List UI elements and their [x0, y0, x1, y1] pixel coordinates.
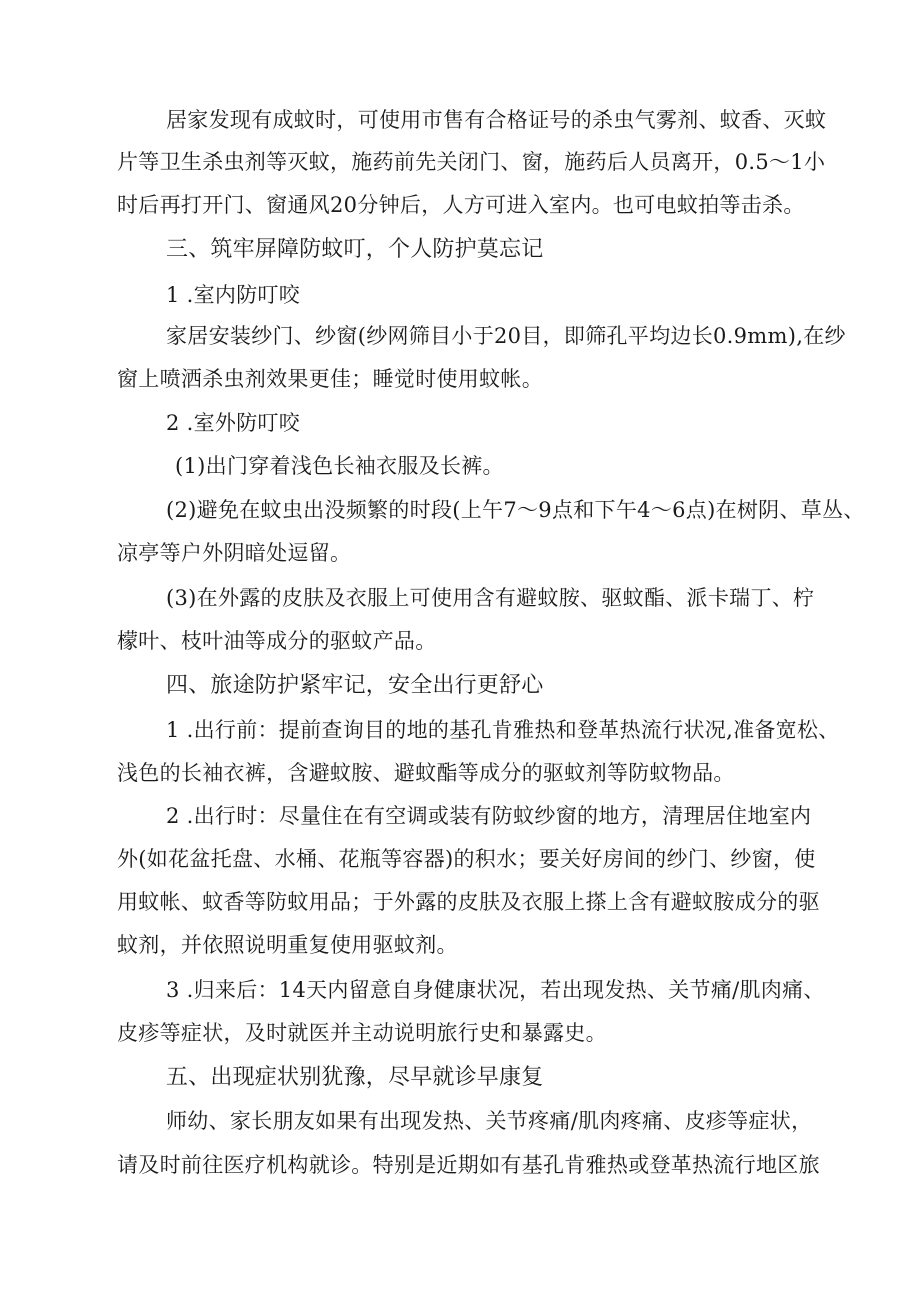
- paragraph-line: 居家发现有成蚊时，可使用市售有合格证号的杀虫气雾剂、蚊香、灭蚊: [166, 108, 827, 132]
- paragraph-line: 片等卫生杀虫剂等灭蚊，施药前先关闭门、窗，施药后人员离开，0.5～1小: [117, 150, 826, 174]
- paragraph-line: 用蚊帐、蚊香等防蚊用品；于外露的皮肤及衣服上搽上含有避蚊胺成分的驱: [117, 890, 820, 914]
- paragraph-line: 蚊剂，并依照说明重复使用驱蚊剂。: [117, 933, 458, 957]
- section-heading-5: 五、出现症状别犹豫，尽早就诊早康复: [166, 1065, 544, 1090]
- paragraph-line: 时后再打开门、窗通风20分钟后，人方可进入室内。也可电蚊拍等击杀。: [117, 193, 805, 217]
- section-heading-3: 三、筑牢屏障防蚊叮，个人防护莫忘记: [166, 237, 544, 262]
- paragraph-line: 2 .出行时：尽量住在有空调或装有防蚊纱窗的地方，清理居住地室内: [166, 804, 812, 828]
- paragraph-line: 窗上喷洒杀虫剂效果更佳；睡觉时使用蚊帐。: [117, 367, 543, 391]
- paragraph-line: 外(如花盆托盘、水桶、花瓶等容器)的积水；要关好房间的纱门、纱窗，使: [117, 847, 816, 871]
- paragraph-line: 1 .出行前：提前查询目的地的基孔肯雅热和登革热流行状况,准备宽松、: [166, 718, 840, 742]
- paragraph-line: 檬叶、枝叶油等成分的驱蚊产品。: [117, 629, 437, 653]
- paragraph-line: 皮疹等症状，及时就医并主动说明旅行史和暴露史。: [117, 1021, 607, 1045]
- list-item: (3)在外露的皮肤及衣服上可使用含有避蚊胺、驱蚊酯、派卡瑞丁、柠: [166, 586, 815, 610]
- paragraph-line: 师幼、家长朋友如果有出现发热、关节疼痛/肌肉疼痛、皮疹等症状，: [166, 1109, 813, 1133]
- list-item: (2)避免在蚊虫出没频繁的时段(上午7～9点和下午4～6点)在树阴、草丛、: [166, 498, 865, 522]
- paragraph-line: 3 .归来后：14天内留意自身健康状况，若出现发热、关节痛/肌肉痛、: [166, 978, 825, 1002]
- paragraph-line: 凉亭等户外阴暗处逗留。: [117, 541, 352, 565]
- subheading: 2 .室外防叮咬: [166, 411, 301, 435]
- list-item: (1)出门穿着浅色长袖衣服及长裤。: [175, 454, 504, 478]
- subheading: 1 .室内防叮咬: [166, 283, 301, 307]
- paragraph-line: 浅色的长袖衣裤，含避蚊胺、避蚊酯等成分的驱蚊剂等防蚊物品。: [117, 761, 735, 785]
- paragraph-line: 请及时前往医疗机构就诊。特别是近期如有基孔肯雅热或登革热流行地区旅: [117, 1153, 820, 1177]
- section-heading-4: 四、旅途防护紧牢记，安全出行更舒心: [166, 673, 544, 698]
- paragraph-line: 家居安装纱门、纱窗(纱网筛目小于20目，即筛孔平均边长0.9mm),在纱: [166, 324, 846, 348]
